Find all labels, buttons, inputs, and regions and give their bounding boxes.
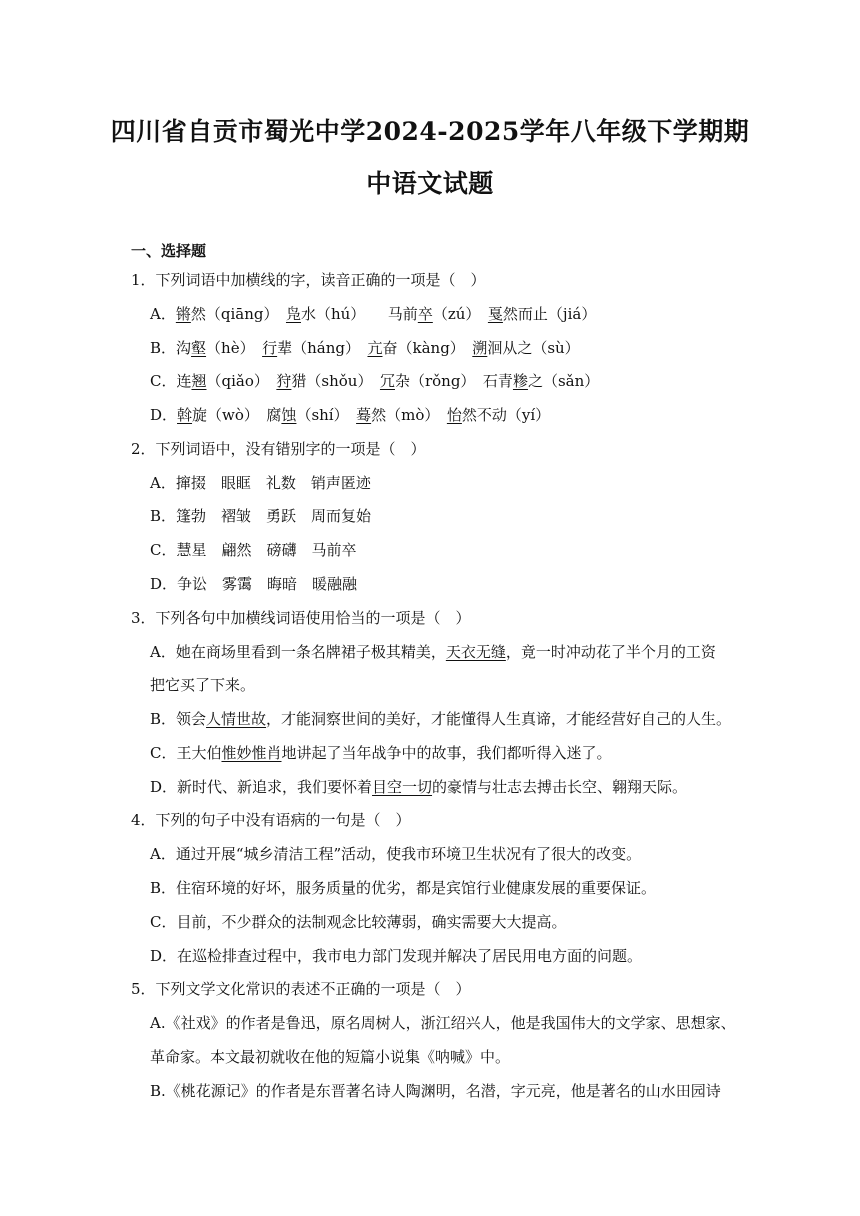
answer-option bbox=[150, 912, 566, 932]
line-text: 2．下列词语中，没有错别字的一项是（ ） bbox=[131, 440, 426, 458]
line-text: C．连 bbox=[150, 372, 192, 390]
line-text: 奋（kàng） bbox=[382, 339, 473, 357]
line-text: C．王大伯 bbox=[150, 744, 222, 762]
underlined-text: 蚀 bbox=[281, 406, 297, 424]
underlined-text: 戛 bbox=[487, 305, 503, 323]
answer-option bbox=[150, 304, 596, 324]
answer-option bbox=[150, 844, 641, 864]
line-text: 4．下列的句子中没有语病的一句是（ ） bbox=[131, 811, 411, 829]
line-text: 革命家。本文最初就收在他的短篇小说集《呐喊》中。 bbox=[150, 1048, 511, 1066]
answer-option bbox=[150, 1081, 721, 1101]
line-text: （shí） bbox=[296, 406, 357, 424]
line-text: 辈（háng） bbox=[277, 339, 368, 357]
answer-option bbox=[150, 473, 371, 493]
underlined-text: 凫 bbox=[285, 305, 301, 323]
answer-option bbox=[150, 878, 656, 898]
line-text: D． bbox=[150, 406, 178, 424]
line-text: B．沟 bbox=[150, 339, 192, 357]
answer-option bbox=[150, 675, 255, 695]
underlined-text: 壑 bbox=[191, 339, 207, 357]
line-text: ，竟一时冲动花了半个月的工资 bbox=[505, 643, 716, 661]
answer-option bbox=[150, 1047, 510, 1067]
answer-option bbox=[150, 743, 612, 763]
underlined-text: 目空一切 bbox=[372, 778, 433, 796]
line-text: B．篷勃 褶皱 勇跃 周而复始 bbox=[150, 507, 372, 525]
answer-option bbox=[150, 574, 357, 594]
answer-option bbox=[150, 371, 599, 391]
line-text: 杂（rǒng） 石青 bbox=[394, 372, 513, 390]
answer-option bbox=[150, 540, 356, 560]
underlined-text: 怡 bbox=[446, 406, 462, 424]
question-stem bbox=[131, 439, 426, 459]
line-text: B.《桃花源记》的作者是东晋著名诗人陶渊明，名潜，字元亮，他是著名的山水田园诗 bbox=[150, 1082, 721, 1100]
underlined-text: 蓦 bbox=[356, 406, 372, 424]
question-stem bbox=[131, 270, 486, 290]
underlined-text: 卒 bbox=[417, 305, 433, 323]
line-text: （zú） bbox=[432, 305, 488, 323]
line-text: C．慧星 翩然 磅礴 马前卒 bbox=[150, 541, 357, 559]
underlined-text: 糁 bbox=[512, 372, 528, 390]
line-text: 1．下列词语中加横线的字，读音正确的一项是（ ） bbox=[131, 271, 486, 289]
line-text: 洄从之（sù） bbox=[487, 339, 580, 357]
line-text: A．通过开展“城乡清洁工程”活动，使我市环境卫生状况有了很大的改变。 bbox=[150, 845, 642, 863]
document-title: 四川省自贡市蜀光中学2024-2025学年八年级下学期期中语文试题 bbox=[110, 117, 750, 198]
line-text: 猎（shǒu） bbox=[291, 372, 380, 390]
underlined-text: 锵 bbox=[175, 305, 191, 323]
underlined-text: 溯 bbox=[472, 339, 488, 357]
line-text: A．撺掇 眼眶 礼数 销声匿迹 bbox=[150, 474, 371, 492]
answer-option bbox=[150, 946, 642, 966]
line-text: B．住宿环境的好坏，服务质量的优劣，都是宾馆行业健康发展的重要保证。 bbox=[150, 879, 657, 897]
line-text: 地讲起了当年战争中的故事，我们都听得入迷了。 bbox=[281, 744, 612, 762]
line-text: 的豪情与壮志去搏击长空、翱翔天际。 bbox=[432, 778, 688, 796]
underlined-text: 狩 bbox=[276, 372, 292, 390]
answer-option bbox=[150, 642, 716, 662]
underlined-text: 行 bbox=[262, 339, 278, 357]
section-heading: 一、选择题 bbox=[131, 242, 207, 260]
question-stem bbox=[131, 608, 471, 628]
line-text: ，才能洞察世间的美好，才能懂得人生真谛，才能经营好自己的人生。 bbox=[266, 710, 732, 728]
line-text: 然（mò） bbox=[371, 406, 447, 424]
line-text: A.《社戏》的作者是鲁迅，原名周树人，浙江绍兴人，他是我国伟大的文学家、思想家、 bbox=[150, 1014, 736, 1032]
line-text: 旋（wò） 腐 bbox=[192, 406, 282, 424]
answer-option bbox=[150, 506, 371, 526]
line-text: 之（sǎn） bbox=[527, 372, 600, 390]
line-text: 3．下列各句中加横线词语使用恰当的一项是（ ） bbox=[131, 609, 471, 627]
line-text: A． bbox=[150, 305, 176, 323]
line-text: D．争讼 雾霭 晦暗 暖融融 bbox=[150, 575, 358, 593]
line-text: D．在巡检排查过程中，我市电力部门发现并解决了居民用电方面的问题。 bbox=[150, 947, 643, 965]
underlined-text: 天衣无缝 bbox=[445, 643, 506, 661]
line-text: D．新时代、新追求，我们要怀着 bbox=[150, 778, 373, 796]
underlined-text: 斡 bbox=[177, 406, 193, 424]
underlined-text: 惟妙惟肖 bbox=[221, 744, 282, 762]
line-text: 水（hú） 马前 bbox=[300, 305, 418, 323]
line-text: 然而止（jiá） bbox=[502, 305, 597, 323]
answer-option bbox=[150, 1013, 736, 1033]
underlined-text: 冗 bbox=[379, 372, 395, 390]
question-stem bbox=[131, 810, 411, 830]
answer-option bbox=[150, 338, 580, 358]
answer-option bbox=[150, 405, 550, 425]
underlined-text: 人情世故 bbox=[206, 710, 267, 728]
line-text: B．领会 bbox=[150, 710, 207, 728]
line-text: A．她在商场里看到一条名牌裙子极其精美， bbox=[150, 643, 446, 661]
answer-option bbox=[150, 777, 687, 797]
line-text: 5．下列文学文化常识的表述不正确的一项是（ ） bbox=[131, 980, 471, 998]
line-text: （qiǎo） bbox=[206, 372, 277, 390]
line-text: 把它买了下来。 bbox=[150, 676, 256, 694]
line-text: C．目前，不少群众的法制观念比较薄弱，确实需要大大提高。 bbox=[150, 913, 567, 931]
line-text: 然（qiāng） bbox=[190, 305, 286, 323]
question-stem bbox=[131, 979, 471, 999]
underlined-text: 翘 bbox=[191, 372, 207, 390]
answer-option bbox=[150, 709, 731, 729]
underlined-text: 亢 bbox=[367, 339, 383, 357]
line-text: 然不动（yí） bbox=[461, 406, 551, 424]
line-text: （hè） bbox=[206, 339, 263, 357]
